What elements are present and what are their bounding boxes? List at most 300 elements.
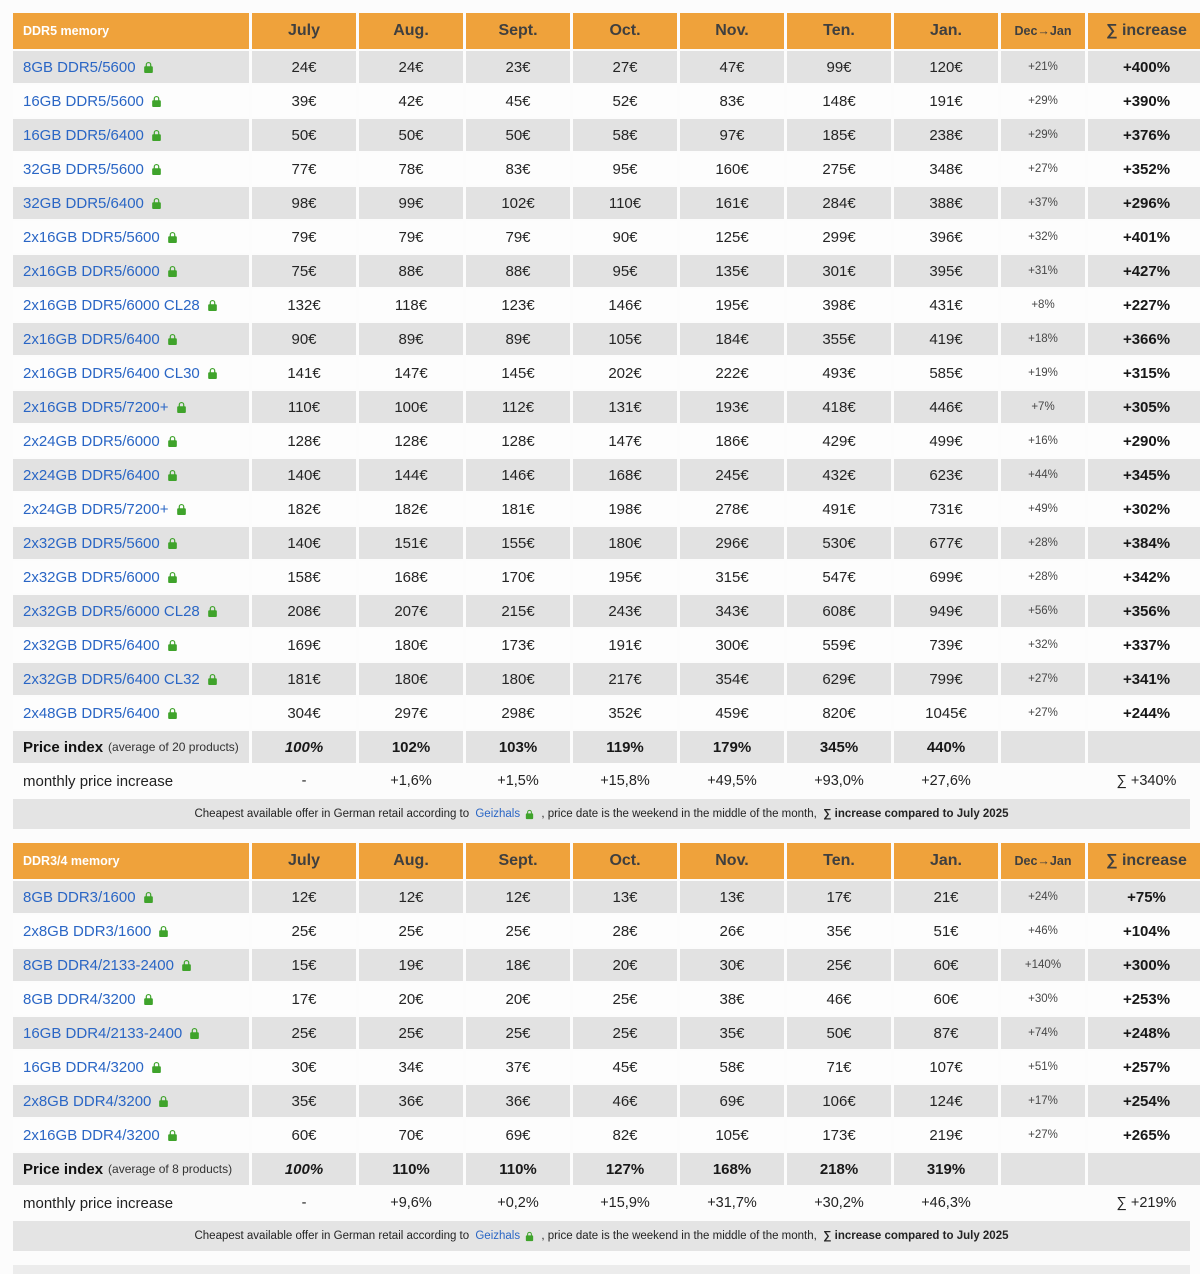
price-cell (252, 187, 356, 219)
price-cell (680, 459, 784, 491)
geizhals-link[interactable]: Geizhals (475, 808, 521, 820)
price-value: 275€ (822, 160, 856, 178)
price-value: 161€ (715, 194, 749, 212)
price-value: 50€ (291, 126, 317, 144)
price-cell (680, 51, 784, 83)
dec-jan-cell (1001, 949, 1085, 981)
table-row (13, 1119, 1190, 1151)
price-value: 699€ (929, 568, 963, 586)
footnote-text: Cheapest available offer in German retail according to (194, 1230, 470, 1242)
price-cell (787, 391, 891, 423)
price-value: 75€ (291, 262, 317, 280)
product-link[interactable]: 8GB DDR5/5600 (23, 58, 136, 76)
product-cell (13, 289, 249, 321)
price-cell (894, 357, 998, 389)
price-cell (894, 527, 998, 559)
sum-increase-cell (1088, 119, 1200, 151)
price-value: 25€ (398, 1024, 424, 1042)
price-value: 180€ (608, 534, 642, 552)
price-value: 388€ (929, 194, 963, 212)
price-value: 297€ (394, 704, 428, 722)
price-index-value: 168% (712, 1160, 752, 1178)
price-value: 352€ (608, 704, 642, 722)
product-link[interactable]: 2x8GB DDR3/1600 (23, 922, 152, 940)
price-cell (252, 255, 356, 287)
price-value: 70€ (398, 1126, 424, 1144)
product-link[interactable]: 2x32GB DDR5/6000 (23, 568, 160, 586)
price-value: 24€ (398, 58, 424, 76)
monthly-value-cell (466, 765, 570, 797)
sum-increase-cell (1088, 255, 1200, 287)
price-value: 21€ (933, 888, 959, 906)
table-row (13, 1017, 1190, 1049)
price-index-label-cell (13, 1153, 249, 1185)
price-cell (359, 915, 463, 947)
dec-jan-cell (1001, 1051, 1085, 1083)
product-link[interactable]: 2x24GB DDR5/7200+ (23, 500, 169, 518)
monthly-value-cell (466, 1187, 570, 1219)
sum-increase-value: +341% (1122, 670, 1171, 688)
price-cell (252, 1017, 356, 1049)
sum-increase-value: +401% (1122, 228, 1171, 246)
price-cell (894, 595, 998, 627)
price-cell (680, 119, 784, 151)
price-cell (680, 425, 784, 457)
price-cell (787, 459, 891, 491)
product-cell (13, 527, 249, 559)
price-cell (359, 51, 463, 83)
price-index-sublabel: (average of 8 products) (108, 1162, 233, 1176)
lock-icon (166, 707, 179, 720)
lock-icon (188, 1027, 201, 1040)
product-link[interactable]: 2x32GB DDR5/6400 CL32 (23, 670, 200, 688)
dec-jan-cell (1001, 983, 1085, 1015)
price-cell (787, 357, 891, 389)
price-value: 185€ (822, 126, 856, 144)
column-header-month: Oct. (573, 843, 677, 879)
price-cell (359, 629, 463, 661)
sum-increase-value: +390% (1122, 92, 1171, 110)
price-cell (466, 493, 570, 525)
price-index-label-cell (13, 731, 249, 763)
price-cell (252, 663, 356, 695)
footnote-text: ∑ increase compared to July 2025 (823, 808, 1009, 820)
monthly-value-cell (573, 765, 677, 797)
price-index-value-cell (894, 731, 998, 763)
product-cell (13, 459, 249, 491)
dec-jan-cell (1001, 51, 1085, 83)
product-link[interactable]: 16GB DDR4/3200 (23, 1058, 144, 1076)
lock-icon (157, 1095, 170, 1108)
monthly-increase-row (13, 765, 1190, 797)
price-value: 398€ (822, 296, 856, 314)
price-value: 160€ (715, 160, 749, 178)
table-row (13, 915, 1190, 947)
product-link[interactable]: 2x32GB DDR5/6400 (23, 636, 160, 654)
price-cell (787, 85, 891, 117)
product-cell (13, 1017, 249, 1049)
price-index-value-cell (787, 731, 891, 763)
product-link[interactable]: 2x48GB DDR5/6400 (23, 704, 160, 722)
lock-icon (166, 231, 179, 244)
dec-jan-cell (1001, 881, 1085, 913)
price-value: 418€ (822, 398, 856, 416)
product-link[interactable]: 2x32GB DDR5/5600 (23, 534, 160, 552)
monthly-value-cell (359, 765, 463, 797)
price-value: 79€ (291, 228, 317, 246)
price-cell (894, 561, 998, 593)
price-cell (252, 881, 356, 913)
price-cell (252, 1119, 356, 1151)
dec-jan-value: +29% (1028, 95, 1058, 107)
price-value: 23€ (505, 58, 531, 76)
price-value: 28€ (612, 922, 638, 940)
price-cell (787, 1017, 891, 1049)
lock-icon (150, 1061, 163, 1074)
table-row (13, 187, 1190, 219)
monthly-label-cell (13, 1187, 249, 1219)
price-index-value-cell (466, 1153, 570, 1185)
price-value: 95€ (612, 262, 638, 280)
price-value: 102€ (501, 194, 535, 212)
product-link[interactable]: 32GB DDR5/6400 (23, 194, 144, 212)
price-cell (466, 629, 570, 661)
price-cell (680, 1119, 784, 1151)
price-cell (894, 119, 998, 151)
monthly-increase-value: +30,2% (814, 1195, 864, 1211)
sum-increase-value: +315% (1122, 364, 1171, 382)
sum-increase-cell (1088, 425, 1200, 457)
product-link[interactable]: 8GB DDR4/3200 (23, 990, 136, 1008)
price-cell (359, 187, 463, 219)
price-value: 15€ (291, 956, 317, 974)
price-value: 132€ (287, 296, 321, 314)
price-value: 19€ (398, 956, 424, 974)
price-value: 100€ (394, 398, 428, 416)
product-link[interactable]: 2x32GB DDR5/6000 CL28 (23, 602, 200, 620)
price-cell (252, 629, 356, 661)
dec-jan-value: +74% (1028, 1027, 1058, 1039)
price-cell (573, 51, 677, 83)
price-value: 58€ (719, 1058, 745, 1076)
price-cell (680, 391, 784, 423)
monthly-total-cell (1088, 1187, 1200, 1219)
price-cell (359, 391, 463, 423)
price-index-row (13, 1153, 1190, 1185)
price-cell (680, 289, 784, 321)
price-index-empty-cell (1001, 731, 1085, 763)
price-cell (787, 153, 891, 185)
table-row (13, 425, 1190, 457)
price-value: 146€ (608, 296, 642, 314)
lock-icon (180, 959, 193, 972)
price-cell (894, 323, 998, 355)
price-value: 79€ (505, 228, 531, 246)
price-value: 198€ (608, 500, 642, 518)
price-cell (787, 881, 891, 913)
price-value: 499€ (929, 432, 963, 450)
price-value: 60€ (933, 956, 959, 974)
price-value: 20€ (505, 990, 531, 1008)
price-value: 45€ (505, 92, 531, 110)
product-link[interactable]: 2x24GB DDR5/6400 (23, 466, 160, 484)
price-value: 110€ (608, 194, 642, 212)
price-value: 168€ (394, 568, 428, 586)
monthly-value-cell (252, 765, 356, 797)
price-cell (680, 493, 784, 525)
table-row (13, 119, 1190, 151)
dec-jan-cell (1001, 323, 1085, 355)
price-value: 219€ (929, 1126, 963, 1144)
monthly-increase-row (13, 1187, 1190, 1219)
price-cell (466, 323, 570, 355)
price-cell (894, 221, 998, 253)
price-value: 110€ (287, 398, 321, 416)
price-value: 243€ (608, 602, 642, 620)
table-row (13, 1051, 1190, 1083)
product-link[interactable]: 2x24GB DDR5/6000 (23, 432, 160, 450)
price-cell (466, 119, 570, 151)
price-value: 148€ (822, 92, 856, 110)
price-value: 18€ (505, 956, 531, 974)
price-value: 37€ (505, 1058, 531, 1076)
price-cell (680, 915, 784, 947)
price-value: 83€ (719, 92, 745, 110)
column-header-month: Aug. (359, 843, 463, 879)
price-cell (573, 323, 677, 355)
price-cell (252, 561, 356, 593)
geizhals-link[interactable]: Geizhals (475, 1230, 521, 1242)
table-row (13, 391, 1190, 423)
price-value: 46€ (826, 990, 852, 1008)
price-cell (680, 881, 784, 913)
price-value: 30€ (719, 956, 745, 974)
monthly-value-cell (680, 1187, 784, 1219)
price-cell (894, 663, 998, 695)
price-value: 147€ (608, 432, 642, 450)
price-cell (894, 1085, 998, 1117)
product-cell (13, 1085, 249, 1117)
price-value: 739€ (929, 636, 963, 654)
price-cell (573, 85, 677, 117)
product-cell (13, 187, 249, 219)
price-value: 431€ (929, 296, 963, 314)
monthly-value-cell (787, 765, 891, 797)
price-value: 395€ (929, 262, 963, 280)
price-cell (573, 527, 677, 559)
price-value: 173€ (501, 636, 535, 654)
dec-jan-value: +46% (1028, 925, 1058, 937)
price-cell (466, 153, 570, 185)
price-cell (573, 561, 677, 593)
sum-increase-cell (1088, 697, 1200, 729)
price-value: 97€ (719, 126, 745, 144)
sum-increase-value: +342% (1122, 568, 1171, 586)
dec-jan-value: +56% (1028, 605, 1058, 617)
price-cell (787, 697, 891, 729)
sum-increase-value: +427% (1122, 262, 1171, 280)
price-cell (252, 153, 356, 185)
sum-increase-cell (1088, 391, 1200, 423)
sum-increase-value: +75% (1127, 888, 1166, 906)
price-index-value: 119% (606, 738, 644, 756)
price-cell (787, 595, 891, 627)
price-cell (359, 493, 463, 525)
price-value: 191€ (929, 92, 963, 110)
price-value: 35€ (291, 1092, 317, 1110)
price-value: 52€ (612, 92, 638, 110)
price-index-value: 100% (284, 1160, 324, 1178)
price-value: 20€ (398, 990, 424, 1008)
dec-jan-cell (1001, 595, 1085, 627)
price-cell (573, 881, 677, 913)
product-link[interactable]: 2x16GB DDR5/6400 (23, 330, 160, 348)
sum-increase-cell (1088, 493, 1200, 525)
price-cell (466, 881, 570, 913)
price-cell (680, 1017, 784, 1049)
monthly-value-cell (894, 1187, 998, 1219)
price-cell (787, 915, 891, 947)
table-row (13, 153, 1190, 185)
price-value: 120€ (929, 58, 963, 76)
dec-jan-cell (1001, 493, 1085, 525)
lock-icon (166, 469, 179, 482)
sum-increase-value: +253% (1122, 990, 1171, 1008)
product-link[interactable]: 2x16GB DDR5/6000 (23, 262, 160, 280)
price-cell (359, 85, 463, 117)
product-link[interactable]: 16GB DDR4/2133-2400 (23, 1024, 183, 1042)
price-value: 69€ (505, 1126, 531, 1144)
price-cell (466, 221, 570, 253)
dec-jan-cell (1001, 561, 1085, 593)
dec-jan-value: +49% (1028, 503, 1058, 515)
price-cell (359, 1017, 463, 1049)
product-link[interactable]: 2x16GB DDR5/6400 CL30 (23, 364, 200, 382)
price-cell (466, 1051, 570, 1083)
price-index-row (13, 731, 1190, 763)
price-cell (466, 391, 570, 423)
price-index-value-cell (466, 731, 570, 763)
sum-increase-cell (1088, 221, 1200, 253)
price-value: 89€ (398, 330, 424, 348)
price-value: 25€ (612, 990, 638, 1008)
monthly-increase-value: +27,6% (921, 773, 971, 789)
dec-jan-cell (1001, 915, 1085, 947)
price-cell (680, 949, 784, 981)
price-cell (894, 187, 998, 219)
price-value: 304€ (287, 704, 321, 722)
table-row (13, 493, 1190, 525)
price-value: 608€ (822, 602, 856, 620)
table-row (13, 357, 1190, 389)
table-row (13, 1085, 1190, 1117)
monthly-empty-cell (1001, 765, 1085, 797)
price-index-value-cell (252, 1153, 356, 1185)
price-value: 131€ (608, 398, 642, 416)
price-cell (894, 51, 998, 83)
sum-increase-cell (1088, 289, 1200, 321)
price-cell (359, 425, 463, 457)
price-cell (894, 493, 998, 525)
product-link[interactable]: 16GB DDR5/6400 (23, 126, 144, 144)
price-cell (787, 527, 891, 559)
price-value: 17€ (291, 990, 317, 1008)
price-value: 90€ (612, 228, 638, 246)
table-row (13, 51, 1190, 83)
product-link[interactable]: 8GB DDR4/2133-2400 (23, 956, 174, 974)
dec-jan-value: +44% (1028, 469, 1058, 481)
price-cell (252, 85, 356, 117)
product-cell (13, 391, 249, 423)
price-value: 181€ (501, 500, 535, 518)
product-link[interactable]: 2x16GB DDR5/6000 CL28 (23, 296, 200, 314)
price-value: 99€ (398, 194, 424, 212)
price-value: 182€ (394, 500, 428, 518)
price-value: 51€ (933, 922, 959, 940)
price-value: 180€ (501, 670, 535, 688)
product-link[interactable]: 2x16GB DDR5/5600 (23, 228, 160, 246)
price-index-label: Price index (23, 738, 104, 756)
price-cell (680, 357, 784, 389)
dec-jan-cell (1001, 1085, 1085, 1117)
price-cell (252, 949, 356, 981)
price-value: 396€ (929, 228, 963, 246)
sum-increase-cell (1088, 323, 1200, 355)
product-link[interactable]: 16GB DDR5/5600 (23, 92, 144, 110)
price-value: 158€ (287, 568, 321, 586)
dec-jan-cell (1001, 1119, 1085, 1151)
dec-jan-cell (1001, 391, 1085, 423)
product-link[interactable]: 8GB DDR3/1600 (23, 888, 136, 906)
price-value: 135€ (715, 262, 749, 280)
product-link[interactable]: 2x16GB DDR4/3200 (23, 1126, 160, 1144)
price-cell (787, 983, 891, 1015)
sum-increase-value: +104% (1122, 922, 1171, 940)
price-value: 186€ (715, 432, 749, 450)
price-value: 195€ (608, 568, 642, 586)
price-value: 559€ (822, 636, 856, 654)
product-link[interactable]: 2x8GB DDR4/3200 (23, 1092, 152, 1110)
dec-jan-cell (1001, 221, 1085, 253)
price-cell (680, 561, 784, 593)
price-cell (894, 983, 998, 1015)
price-value: 35€ (719, 1024, 745, 1042)
price-value: 493€ (822, 364, 856, 382)
price-cell (680, 527, 784, 559)
lock-icon (142, 891, 155, 904)
price-cell (680, 323, 784, 355)
product-cell (13, 915, 249, 947)
price-cell (680, 187, 784, 219)
price-value: 47€ (719, 58, 745, 76)
product-cell (13, 663, 249, 695)
price-cell (894, 1017, 998, 1049)
footnote-text: ∑ increase compared to July 2025 (823, 1230, 1009, 1242)
table-row (13, 595, 1190, 627)
lock-icon (157, 925, 170, 938)
column-header-month: Jan. (894, 843, 998, 879)
sum-increase-value: +302% (1122, 500, 1171, 518)
product-link[interactable]: 32GB DDR5/5600 (23, 160, 144, 178)
sum-increase-cell (1088, 561, 1200, 593)
column-header-month: Nov. (680, 843, 784, 879)
price-cell (573, 663, 677, 695)
price-cell (573, 1085, 677, 1117)
price-value: 60€ (291, 1126, 317, 1144)
price-table-ddr5 (13, 13, 1190, 829)
price-value: 25€ (505, 922, 531, 940)
product-link[interactable]: 2x16GB DDR5/7200+ (23, 398, 169, 416)
